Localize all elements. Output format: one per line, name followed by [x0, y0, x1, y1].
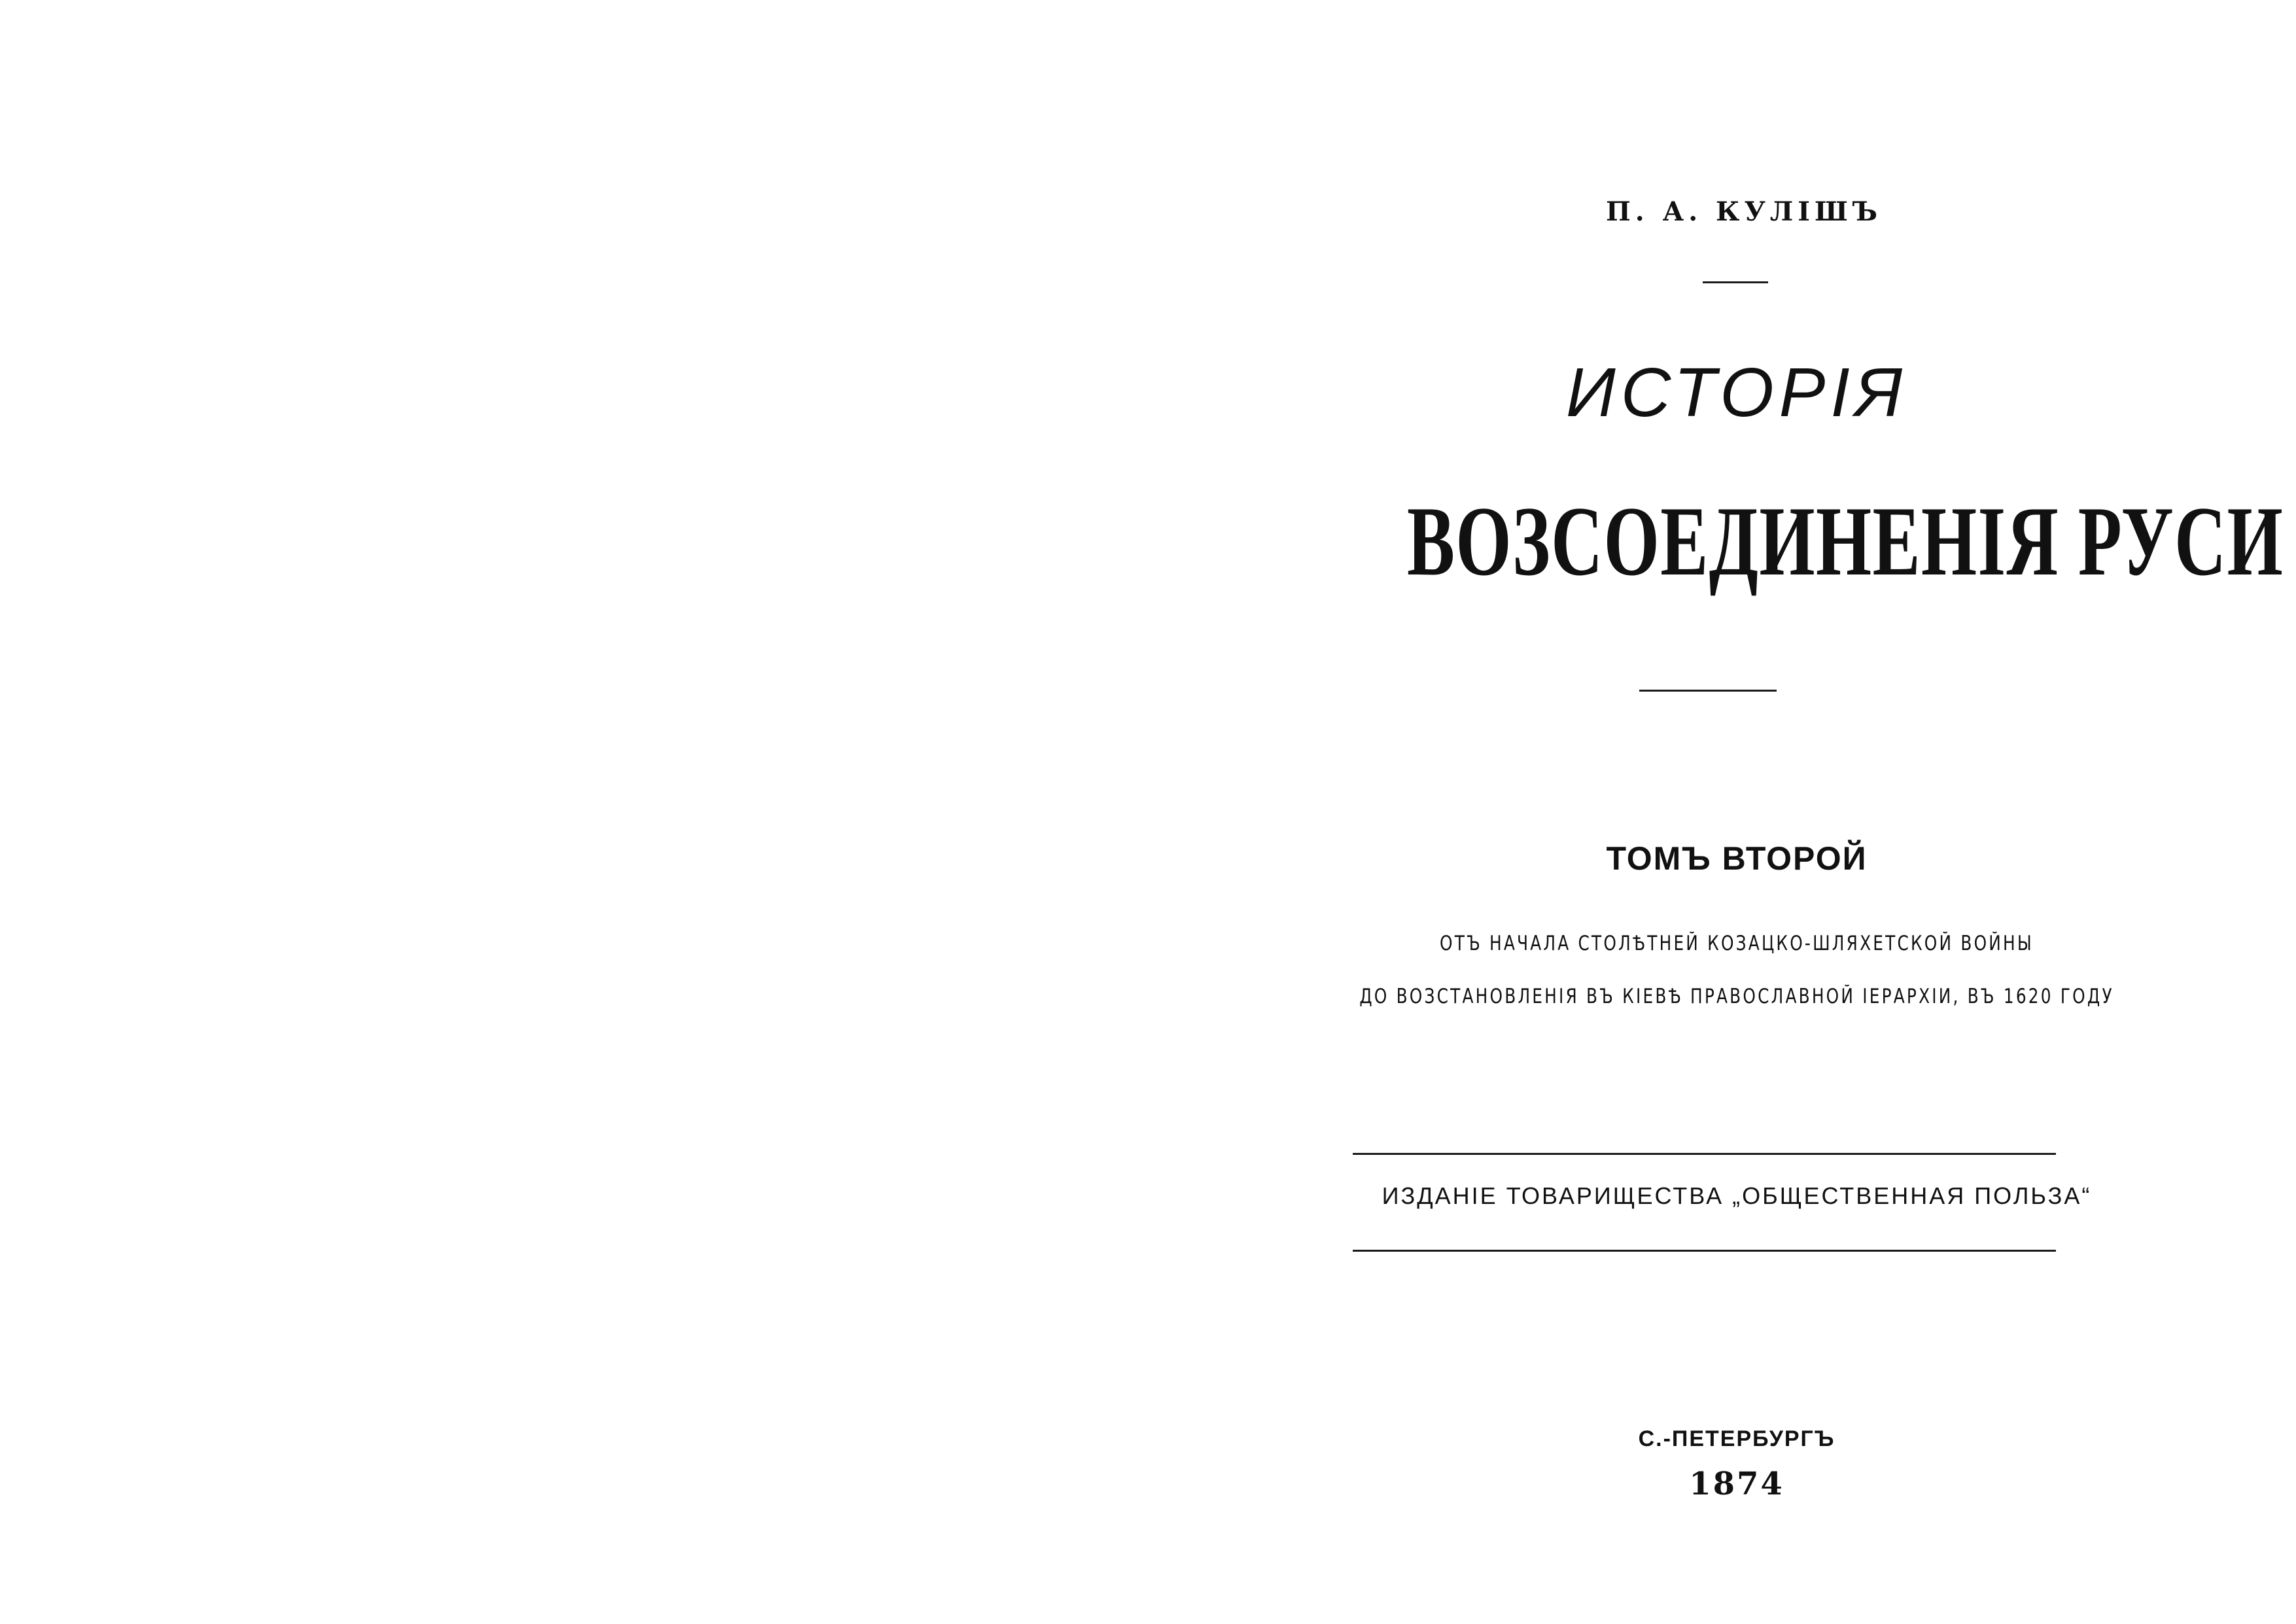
publisher-rule-bottom — [1353, 1250, 2056, 1252]
title-page — [1148, 0, 2296, 1624]
author-name: П. А. КУЛІШЪ — [1606, 196, 1882, 227]
title-line-1: ИСТОРІЯ — [1565, 354, 1908, 431]
divider-rule-short — [1703, 281, 1768, 283]
publisher-rule-top — [1353, 1153, 2056, 1155]
divider-rule-medium — [1639, 690, 1777, 692]
subtitle-line-1: ОТЪ НАЧАЛА СТОЛѢТНЕЙ КОЗАЦКО-ШЛЯХЕТСКОЙ ВОЙНЫ — [1440, 932, 2034, 955]
title-line-2: ВОЗСОЕДИНЕНІЯ РУСИ — [1407, 486, 2284, 596]
publisher-imprint: ИЗДАНІЕ ТОВАРИЩЕСТВА „ОБЩЕСТВЕННАЯ ПОЛЬЗА“ — [1382, 1182, 2092, 1209]
volume-label: ТОМЪ ВТОРОЙ — [1606, 840, 1868, 877]
subtitle-line-2: ДО ВОЗСТАНОВЛЕНІЯ ВЪ КІЕВѢ ПРАВОСЛАВНОЙ ІЕРАРХІИ, ВЪ 1620 ГОДУ — [1359, 985, 2114, 1008]
publication-year: 1874 — [1689, 1466, 1784, 1502]
publication-city: С.-ПЕТЕРБУРГЪ — [1638, 1426, 1835, 1451]
